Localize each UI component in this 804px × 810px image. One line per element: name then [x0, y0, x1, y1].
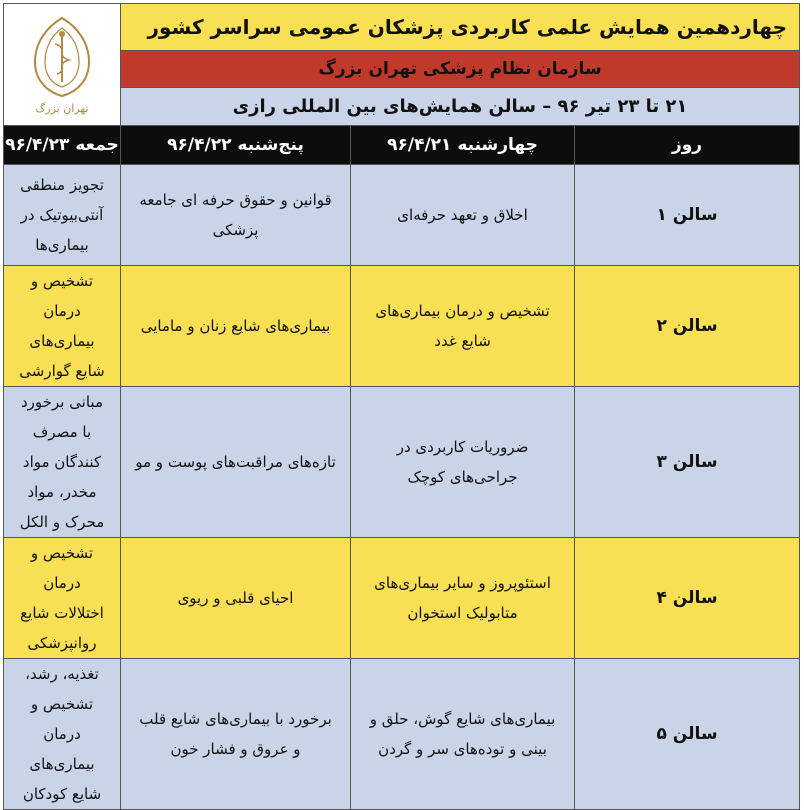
column-header-row: [4, 126, 800, 165]
cell-thursday: [121, 165, 351, 266]
table-row: [4, 266, 800, 387]
cell-text: تجویز منطقی آنتی‌بیوتیک در بیماری‌ها: [20, 176, 104, 254]
medical-council-emblem-icon: [25, 14, 99, 100]
table-row: [4, 659, 800, 810]
dates-venue-banner: ۲۱ تا ۲۳ تیر ۹۶ – سالن همایش‌های بین المللی رازی: [121, 88, 800, 126]
cell-text: استئوپروز و سایر بیماری‌های متابولیک استخوان: [374, 574, 551, 622]
cell-text: ضروریات کاربردی در جراحی‌های کوچک: [396, 438, 529, 486]
table-row: [4, 538, 800, 659]
column-header-wednesday: چهارشنبه ۹۶/۴/۲۱: [351, 126, 575, 165]
schedule-table: [3, 3, 800, 810]
cell-thursday: [121, 266, 351, 387]
session-label: سالن ۲: [575, 266, 800, 387]
cell-wednesday: [351, 538, 575, 659]
cell-friday: [4, 538, 121, 659]
table-row: [4, 387, 800, 538]
cell-wednesday: [351, 387, 575, 538]
cell-thursday: [121, 387, 351, 538]
cell-friday: [4, 165, 121, 266]
cell-text: برخورد با بیماری‌های شایع قلب و عروق و فشار خون: [139, 710, 332, 758]
cell-text: تازه‌های مراقبت‌های پوست و مو: [135, 453, 336, 471]
session-label: سالن ۴: [575, 538, 800, 659]
cell-thursday: [121, 538, 351, 659]
cell-text: تشخیص و درمان بیماری‌های شایع گوارشی: [19, 272, 105, 380]
cell-text: قوانین و حقوق حرفه ای جامعه پزشکی: [139, 191, 332, 239]
cell-friday: [4, 387, 121, 538]
logo-caption: تهران بزرگ: [35, 102, 89, 115]
cell-wednesday: [351, 165, 575, 266]
column-header-friday: جمعه ۹۶/۴/۲۳: [4, 126, 121, 165]
session-label: سالن ۵: [575, 659, 800, 810]
cell-text: تشخیص و درمان اختلالات شایع روانپزشکی: [20, 544, 104, 652]
cell-friday: [4, 266, 121, 387]
cell-friday: [4, 659, 121, 810]
cell-text: تغذیه، رشد، تشخیص و درمان بیماری‌های شایع کودکان: [22, 665, 102, 803]
conference-title: چهاردهمین همایش علمی کاربردی پزشکان عمومی سراسر کشور: [121, 4, 800, 51]
table-row: [4, 165, 800, 266]
cell-wednesday: [351, 659, 575, 810]
cell-text: بیماری‌های شایع گوش، حلق و بینی و توده‌های سر و گردن: [369, 710, 556, 758]
cell-text: مبانی برخورد با مصرف کنندگان مواد مخدر، مواد محرک و الکل: [19, 393, 105, 531]
logo: [4, 4, 121, 126]
cell-wednesday: [351, 266, 575, 387]
cell-text: تشخیص و درمان بیماری‌های شایع غدد: [375, 302, 550, 350]
cell-thursday: [121, 659, 351, 810]
cell-text: بیماری‌های شایع زنان و مامایی: [140, 317, 331, 335]
column-header-thursday: پنج‌شنبه ۹۶/۴/۲۲: [121, 126, 351, 165]
session-label: سالن ۳: [575, 387, 800, 538]
cell-text: احیای قلبی و ریوی: [177, 589, 294, 607]
session-label: سالن ۱: [575, 165, 800, 266]
column-header-day: روز: [575, 126, 800, 165]
organizer-banner: سازمان نظام پزشکی تهران بزرگ: [121, 51, 800, 88]
cell-text: اخلاق و تعهد حرفه‌ای: [397, 206, 528, 224]
